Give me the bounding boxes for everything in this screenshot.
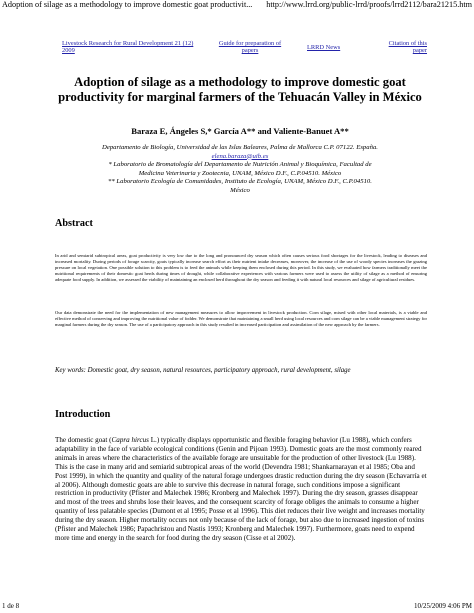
intro-text-start: The domestic goat ( <box>55 436 112 444</box>
affiliation-line-5: México <box>230 186 250 194</box>
print-datetime: 10/25/2009 4:06 PM <box>414 602 472 610</box>
page-title-header: Adoption of silage as a methodology to improve domestic goat productivit... <box>2 0 253 9</box>
affiliation-line-4: ** Laboratorio Ecología de Comunidades, Instituto de Ecología, UNAM, México D.F., C.P.04510. <box>108 178 372 186</box>
page-indicator: 1 de 8 <box>2 602 20 610</box>
print-header <box>0 0 474 12</box>
abstract-paragraph-2: Our data demonstrate the need for the implementation of new management measures to allow improvement in livestock production. Corn silage, mixed with other local materials, is a viable and effective method of conserving and improving the nutritional value of fodder. We demonstrate that maintaining a small herd using local resources and corn silage can be a viable management strategy for marginal farmers during the dry season. The use of a participatory approach in this study resulted in increased participation and assimilation of the new approach by the farmers. <box>55 310 427 328</box>
keywords: Key words: Domestic goat, dry season, natural resources, participatory approach, rural development, silage <box>55 367 351 374</box>
affiliations <box>55 144 425 196</box>
author-email-link[interactable]: elena.baraza@uib.es <box>211 152 269 160</box>
lrrd-news-link[interactable]: LRRD News <box>307 44 341 51</box>
citation-link[interactable]: Citation of this paper <box>388 40 427 55</box>
article-authors: Baraza E, Ángeles S,* García A** and Valiente-Banuet A** <box>131 126 349 136</box>
affiliation-line-2: * Laboratorio de Bromatología del Departamento de Nutrición Animal y Bioquímica, Facultad de <box>108 161 372 169</box>
species-name: Capra hircus <box>111 436 149 444</box>
journal-nav <box>0 40 474 60</box>
journal-issue-link[interactable]: Livestock Research for Rural Development 21 (12) 2009 <box>62 40 194 55</box>
intro-text-rest: L.) typically displays opportunistic and flexible foraging behavior (Lu 1988), which confers adaptability in the face of variable ecological conditions (Genin and Pijoan 1993). Domestic goats are the most commonly reared animals in areas where the characteristics of the available forage are unsuitable for the production of other livestock (Lu 1988). This is the case in many arid and semiarid subtropical areas of the world (Devendra 1981; Shankarnarayan et al 1985; Oba and Post 1999), in which the quantity and quality of the natural forage undergoes drastic reduction during the dry season (Echavarría et al 2006). Although domestic goats are able to survive this decrease in natural forage, such conditions impose a significant restriction in productivity (Pfister and Malechek 1986; Kronberg and Malechek 1997). During the dry season, grasses disappear and most of the trees and shrubs lose their leaves, and the consequent scarcity of forage obliges the animals to consume a higher quantity of less palatable species (Dumont et al 1995; Posse et al 1996). This diet reduces their live weight and increases mortality during the dry season. Higher mortality occurs not only because of the lack of forage, but also due to increased ingestion of toxins (Pfister and Malechek 1986; Papachristou and Nastis 1993; Kronberg and Malechek 1997). Furthermore, goats need to expend more time and energy in the search for food during the dry season (Cisse et al 2002). <box>55 436 427 542</box>
introduction-heading: Introduction <box>55 409 111 420</box>
affiliation-line-1: Departamento de Biología, Universidad de las Islas Baleares, Palma de Mallorca C.P. 07122. España. <box>102 144 378 151</box>
abstract-paragraph-1: In arid and semiarid subtropical areas, goat productivity is very low due to the long and pronounced dry season which often causes serious food shortages for the livestock, leading to diseases and increased mortality. During periods of forage scarcity, goats typically increase search effort as their nutrient intake decreases, moreover, the increase of the use of woody species increases the grazing pressure on local vegetation. One possible solution to this problem is to feed the animals while keeping them enclosed during this period. In this study, we evaluated how farmers traditionally meet the nutritional requirements of their domestic goat herds during times of drought, while collaborative experiences with various farmers were used to assess the utility of silage as a method of ensuring adequate food supply. In addition, we assessed the viability of maintaining an enclosed herd throughout the dry season and feeding it with natural local resources and silage of agricultural residues. <box>55 253 427 283</box>
print-footer <box>0 601 474 612</box>
introduction-paragraph <box>55 436 427 543</box>
affiliation-line-3: Medicina Veterinaria y Zootecnia, UNAM, México D.F., C.P.04510. México <box>138 169 342 177</box>
page-url-header: http://www.lrrd.org/public-lrrd/proofs/lrrd2112/bara21215.htm <box>266 0 472 9</box>
abstract-heading: Abstract <box>55 218 93 229</box>
article-title: Adoption of silage as a methodology to improve domestic goat productivity for marginal farmers of the Tehuacán Valley in México <box>58 75 422 104</box>
guide-papers-link[interactable]: Guide for preparation of papers <box>218 40 282 55</box>
